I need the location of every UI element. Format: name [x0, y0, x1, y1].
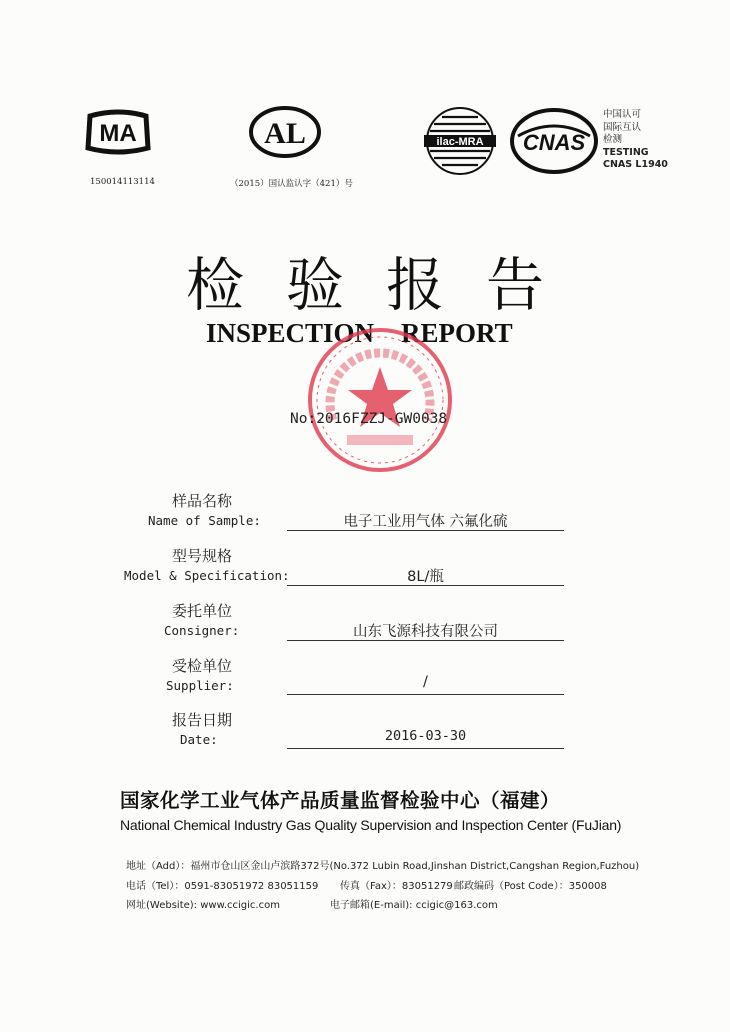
report-title-en: INSPECTION REPORT — [206, 318, 513, 348]
field-label-cn-supplier: 受检单位 — [172, 657, 233, 675]
field-underline-model — [287, 585, 564, 586]
field-label-cn-consigner: 委托单位 — [172, 602, 233, 620]
ilac-mra-text: ilac-MRA — [436, 136, 484, 148]
cal-logo-text: AL — [264, 117, 306, 150]
field-value-sample-name: 电子工业用气体 六氟化硫 — [343, 514, 508, 530]
contact-website: 网址(Website): www.ccigic.com — [126, 900, 280, 911]
field-value-consigner: 山东飞源科技有限公司 — [353, 624, 498, 640]
field-label-en-consigner: Consigner: — [164, 623, 240, 638]
cal-logo — [246, 104, 324, 160]
field-underline-sample-name — [287, 530, 564, 531]
cnas-side-line-3: 检测 — [603, 134, 623, 145]
red-inspection-seal — [305, 325, 455, 475]
field-underline-consigner — [287, 640, 564, 641]
contact-telephone: 电话（Tel）：0591-83051972 83051159 — [126, 881, 319, 892]
cnas-accreditation-text — [603, 109, 668, 172]
field-label-en-model: Model & Specification: — [124, 568, 290, 583]
field-underline-date — [287, 748, 564, 749]
cnas-side-line-2: 国际互认 — [603, 121, 642, 133]
field-value-model: 8L/瓶 — [407, 569, 444, 585]
cnas-side-line-5: CNAS L1940 — [603, 159, 668, 170]
cnas-side-line-4: TESTING — [603, 146, 649, 158]
field-label-en-sample-name: Name of Sample: — [148, 513, 261, 528]
report-number: No:2016FZZJ-GW0038 — [290, 411, 448, 427]
cnas-logo-text: CNAS — [522, 130, 586, 155]
field-value-supplier: / — [423, 674, 428, 690]
cnas-logo — [508, 106, 600, 176]
field-label-cn-model: 型号规格 — [172, 547, 233, 565]
ilac-mra-logo — [420, 104, 500, 178]
field-label-en-date: Date: — [180, 732, 218, 747]
contact-email: 电子邮箱(E-mail): ccigic@163.com — [330, 900, 498, 911]
field-label-en-supplier: Supplier: — [166, 678, 234, 693]
organization-name-en: National Chemical Industry Gas Quality Supervision and Inspection Center (FuJian) — [120, 817, 622, 833]
organization-name-cn: 国家化学工业气体产品质量监督检验中心（福建） — [120, 789, 561, 812]
report-title-cn: 检验报告 — [185, 251, 586, 319]
field-value-date: 2016-03-30 — [384, 728, 467, 744]
contact-postcode: 邮政编码（Post Code）：350008 — [454, 881, 607, 892]
contact-fax: 传真（Fax）：83051279 — [340, 881, 453, 892]
field-label-cn-date: 报告日期 — [172, 711, 233, 729]
field-label-cn-sample-name: 样品名称 — [172, 492, 233, 510]
field-underline-supplier — [287, 694, 564, 695]
cma-number: 150014113114 — [90, 177, 155, 187]
cma-logo-text: MA — [99, 120, 137, 147]
cma-logo — [82, 108, 154, 156]
cal-caption: （2015）国认监认字（421）号 — [230, 179, 353, 189]
contact-address: 地址（Add）：福州市仓山区金山卢滨路372号(No.372 Lubin Road,Jinshan District,Cangshan Region,Fuzhou) — [126, 861, 640, 872]
cnas-side-line-1: 中国认可 — [603, 109, 642, 120]
